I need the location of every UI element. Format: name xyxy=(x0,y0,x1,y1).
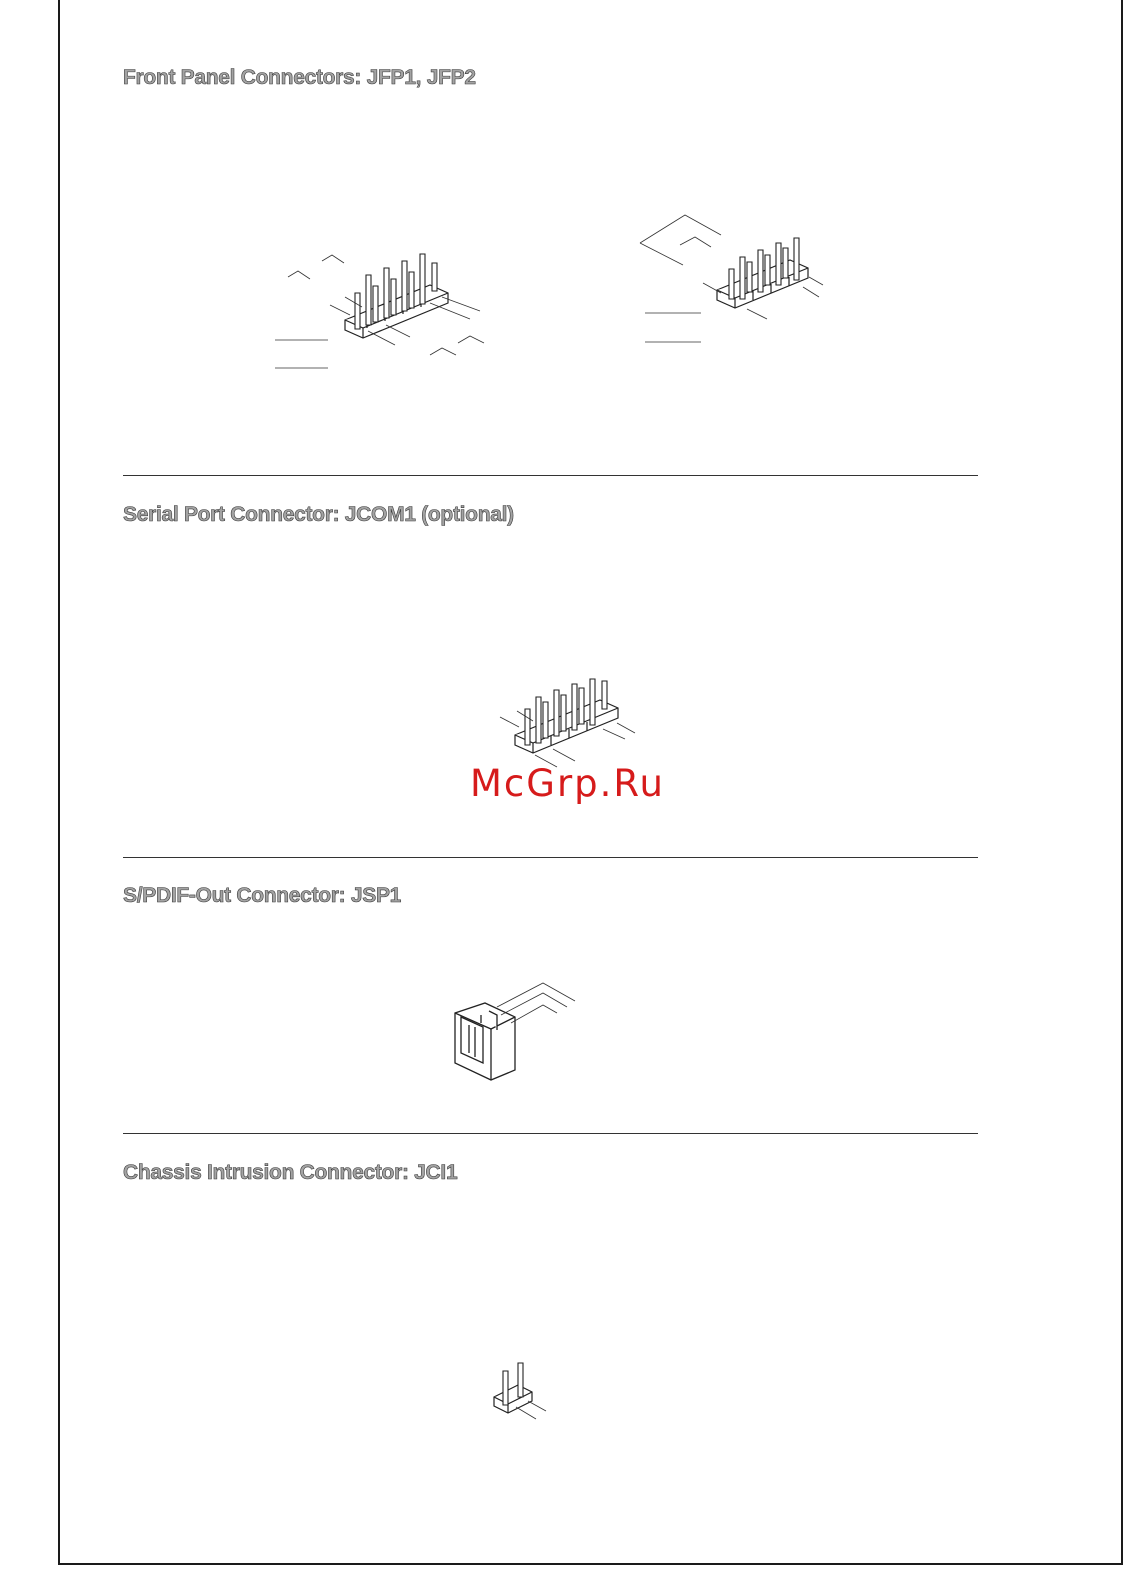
section-title-spdif-out: S/PDIF-Out Connector: JSP1 xyxy=(123,884,402,907)
watermark-text: McGrp.Ru xyxy=(470,762,665,805)
section-divider xyxy=(123,857,978,858)
section-divider xyxy=(123,1133,978,1134)
jci1-connector-diagram xyxy=(488,1355,558,1430)
jcom1-connector-diagram xyxy=(495,675,645,775)
jsp1-connector-diagram xyxy=(445,975,585,1085)
section-divider xyxy=(123,475,978,476)
jfp2-connector-diagram xyxy=(635,205,845,355)
section-title-serial-port: Serial Port Connector: JCOM1 (optional) xyxy=(123,503,514,526)
section-title-chassis-intrusion: Chassis Intrusion Connector: JCI1 xyxy=(123,1161,458,1184)
section-title-front-panel: Front Panel Connectors: JFP1, JFP2 xyxy=(123,66,476,89)
jfp1-connector-diagram xyxy=(270,235,500,385)
